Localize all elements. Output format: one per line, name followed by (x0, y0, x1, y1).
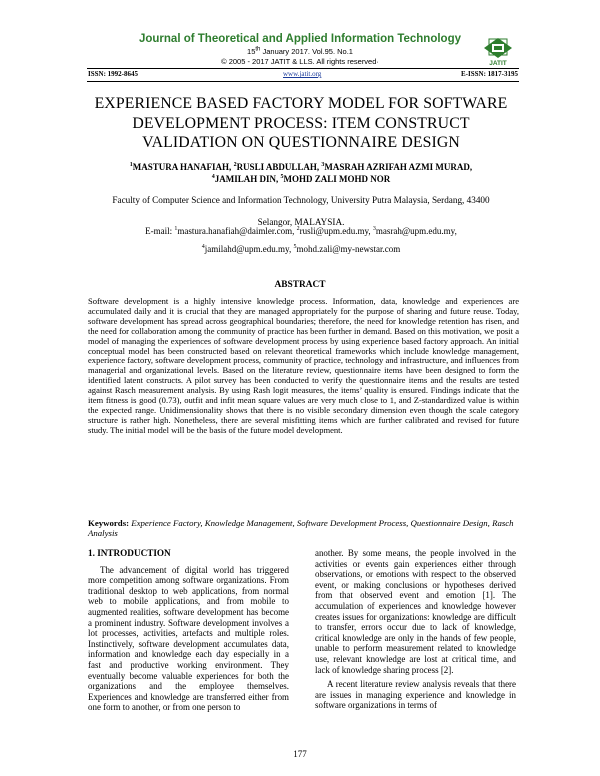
issn-row (88, 70, 518, 80)
email-address[interactable]: mastura.hanafiah@daimler.com, (177, 226, 297, 236)
author-name: MASRAH AZRIFAH AZMI MURAD, (324, 162, 473, 172)
paragraph: A recent literature review analysis reveals that there are issues in managing experience and knowledge in software organizations in terms of (315, 679, 516, 711)
title-line-1: EXPERIENCE BASED FACTORY MODEL FOR SOFTWARE (94, 95, 508, 112)
authors-line-1 (80, 161, 522, 173)
email-address[interactable]: masrah@upm.edu.my, (375, 226, 457, 236)
email-address[interactable]: mohd.zali@my-newstar.com (296, 244, 401, 254)
email-address[interactable]: rusli@upm.edu.my, (299, 226, 373, 236)
column-right (315, 548, 516, 715)
issue-day: 15 (247, 47, 256, 56)
keywords-text: Experience Factory, Knowledge Management, Software Development Process, Questionnaire Design, Rasch Analysis (88, 518, 514, 538)
copyright: © 2005 - 2017 JATIT & LLS. All rights reserved· (221, 57, 379, 66)
affiliation-line-1: Faculty of Computer Science and Information Technology, University Putra Malaysia, Serdang, 43400 (112, 195, 490, 205)
author-marker: 3 (321, 162, 325, 168)
issue-volume: January 2017. Vol.95. No.1 (260, 47, 353, 56)
header-rule-bottom (87, 81, 519, 82)
column-left (88, 548, 289, 717)
author-name: MASTURA HANAFIAH, (132, 162, 234, 172)
header-rule-top (87, 68, 519, 69)
email-marker: 2 (296, 226, 300, 232)
email-address[interactable]: jamilahd@upm.edu.my, (204, 244, 294, 254)
email-marker: 5 (293, 244, 297, 250)
author-name: JAMILAH DIN, (214, 174, 281, 184)
title-line-3: VALIDATION ON QUESTIONNAIRE DESIGN (142, 134, 460, 151)
issue-day-suffix: th (255, 46, 261, 53)
email-marker: 1 (174, 226, 178, 232)
paper-title (75, 94, 527, 153)
author-marker: 4 (211, 174, 215, 180)
email-marker: 3 (372, 226, 376, 232)
authors (80, 161, 522, 185)
section-heading-introduction: 1. INTRODUCTION (88, 548, 171, 558)
email-marker: 4 (201, 244, 205, 250)
logo-text: JATIT (489, 60, 507, 66)
paragraph: another. By some means, the people involved in the activities or events gain experiences either through observations, or emotions with respect to the observed event, or making conclusions or hypotheses derived from that observed event and emotion [1]. The accumulation of experiences and knowledge however creates issues for organizations: knowledge are difficult to transfer, errors occur due to lack of knowledge, critical knowledge are only in the hands of few people, unable to perform measurement related to knowledge use, relevant knowledge are lost at critical time, and lack of knowledge sharing process [2]. (315, 548, 516, 675)
keywords (88, 518, 519, 538)
abstract-text: Software development is a highly intensive knowledge process. Information, data, knowledge and experiences are accumulated daily and it is crucial that they are managed appropriately for the purpose of sharing and future reuse. Today, software development has spread across geographical boundaries; therefore, the need for knowledge retention has risen, and the need for collaboration among the community of practice has been further in demand. Based on this motivation, we posit a model of managing the experiences of software development process by using experience based factory approach. An initial conceptual model has been constructed based on relevant theoretical frameworks which include knowledge management, experience factory, software development process, community of practice, technology and infrastructure, and influences from managerial and organizational levels. Based on the literature review, questionnaire items have been designed to form the identified latent constructs. A pilot survey has been conducted to verify the questionnaire items and the results are tested against Rasch measurement analysis. By using Rash logit measures, the items’ quality is ensured. Findings indicate that the item fitness is good (0.73), outfit and infit mean square values are very much close to 1, and Z-standardized value is within the expected range. Unidimensionality shows that there is no visible secondary dimension even though the scale category structure is rather high. Nonetheless, there are several misfitting items which are further calibrated and revised for future study. The initial model will be the basis of the future model development. (88, 296, 519, 435)
page-number: 177 (293, 749, 307, 759)
issn: ISSN: 1992-8645 (88, 70, 138, 78)
email-prefix: E-mail: (145, 226, 175, 236)
author-name: MOHD ZALI MOHD NOR (283, 174, 391, 184)
abstract-heading: ABSTRACT (274, 280, 326, 290)
keywords-label: Keywords: (88, 518, 130, 528)
eissn: E-ISSN: 1817-3195 (461, 70, 518, 78)
authors-line-2 (80, 173, 522, 185)
website-link[interactable]: www.jatit.org (283, 70, 322, 78)
author-name: RUSLI ABDULLAH, (236, 162, 322, 172)
emails-line-2 (85, 240, 517, 258)
affiliation-line-2: Selangor, MALAYSIA. (257, 217, 345, 227)
author-marker: 2 (233, 162, 237, 168)
title-line-2: DEVELOPMENT PROCESS: ITEM CONSTRUCT (132, 114, 470, 132)
emails-line-1 (85, 222, 517, 240)
author-marker: 1 (129, 162, 133, 168)
jatit-logo-icon (478, 36, 518, 66)
author-marker: 5 (280, 174, 284, 180)
emails (85, 222, 517, 258)
journal-title: Journal of Theoretical and Applied Information Technology (138, 33, 462, 45)
paragraph: The advancement of digital world has triggered more competition among software organizations. From traditional desktop to web applications, from normal web to mobile applications, and from mobile to augmented realities, software development has become a prominent industry. Software development involves a lot processes, activities, artefacts and multiple roles. Instinctively, software development accumulates data, information and knowledge each day especially in a fast and productive working environment. They eventually become valuable experiences for both the organizations and the employee themselves. Experiences and knowledge are transferred either from one form to another, or from one person to (88, 564, 289, 713)
